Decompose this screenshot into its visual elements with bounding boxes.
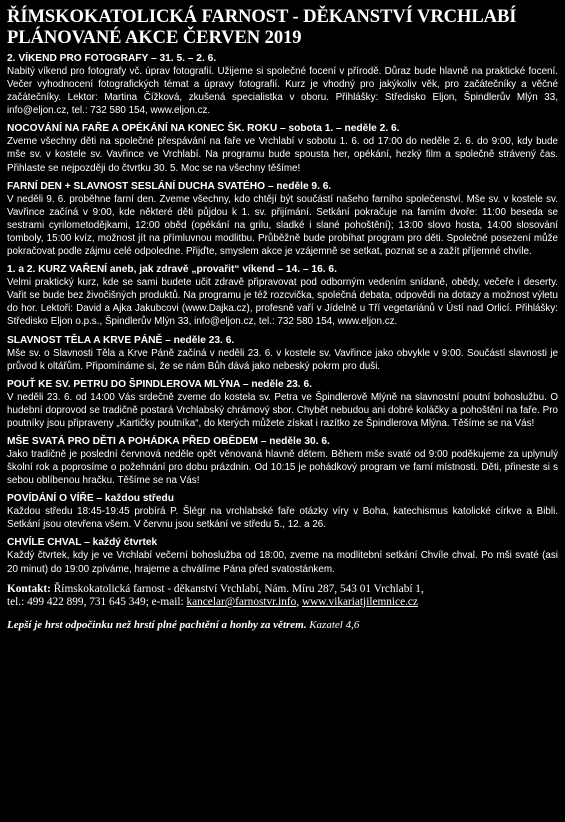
event-heading: POVÍDÁNÍ O VÍŘE – každou středu (7, 493, 174, 505)
event-section (7, 52, 558, 117)
event-text: Zveme všechny děti na společné přespávání na faře ve Vrchlabí v sobotu 1. 6. od 17:00 do neděle 2. 6. do 9:00, kdy bude mše sv. v kostele sv. Vavřince ve Vrchlabí. Na programu bude spousta her, opékání, hezký film a společně strávený čas. Přihlaste se nejpozději do čtvrtku 30. 5. Moc se na všechny těšíme! (7, 136, 558, 174)
event-section (7, 334, 558, 373)
event-text: V neděli 23. 6. od 14:00 Vás srdečně zveme do kostela sv. Petra ve Špindlerově Mlýně na slavnostní poutní bohoslužbu. O hudební doprovod se tradičně postará Vrchlabský chrámový sbor. Chybět nebudou ani dobré koláčky a pohoštění na faře. Pro poutníky jsou připraveny „Kartičky poutníka“, do kterých můžete získat i razítko ze Špindlerova Mlýna. Těšíme se na Vás! (7, 391, 558, 429)
event-section (7, 263, 558, 328)
event-heading: POUŤ KE SV. PETRU DO ŠPINDLEROVA MLÝNA – neděle 23. 6. (7, 378, 312, 390)
event-heading: MŠE SVATÁ PRO DĚTI A POHÁDKA PŘED OBĚDEM – neděle 30. 6. (7, 435, 330, 447)
contact-line-2 (7, 596, 558, 610)
event-text: Každou středu 18:45-19:45 probírá P. Šlégr na vrchlabské faře otázky víry v Boha, katechismus katolické církve a Bibli. Setkání jsou otevřena všem. V červnu jsou setkání ve středu 5., 12. a 26. (7, 506, 558, 531)
title-line-1: ŘÍMSKOKATOLICKÁ FARNOST - DĚKANSTVÍ VRCHLABÍ (7, 6, 517, 27)
event-section (7, 435, 558, 487)
event-text: V neděli 9. 6. proběhne farní den. Zveme všechny, kdo chtějí být součástí našeho farního společenství. Mše sv. v kostele sv. Vavřince začíná v 9:00, kde některé děti půjdou k 1. sv. přijímání. Setkání pokračuje na farním dvoře: 11:00 beseda se sestrami cyrilometodějkami, 12:00 oběd (opékání na grilu, sladké i slané pohoštění); 13:00 slovo hosta, 14:00 slosování tomboly, 15:00 kvíz, možnost jít na přímluvnou modlitbu. Průběžně bude probíhat program pro děti. Společné posezení může pokračovat podle zájmu celé odpoledne. Přijďte, smyslem akce je vzájemně se setkat, poznat se a zažít příjemné chvíle. (7, 193, 558, 258)
event-section (7, 122, 558, 174)
quote-reference: Kazatel 4,6 (309, 618, 360, 631)
contact-phones: tel.: 499 422 899, 731 645 349; e-mail: (7, 596, 187, 609)
event-text: Nabitý víkend pro fotografy vč. úprav fotografií. Užijeme si společné focení v přírodě. Důraz bude hlavně na praktické focení. Večer vyhodnocení fotografických témat a úpravy fotografií. Kurz je vhodný pro jakýkoliv věk, pro začátečníky a věčné začátečníky. Lektor: Martina Čížková, zkušená specialistka v oboru. Přihlášky: Středisko Eljon, Špindlerův Mlýn 33, info@eljon.cz, tel.: 732 580 154, www.eljon.cz. (7, 66, 558, 117)
contact-address: Římskokatolická farnost - děkanství Vrchlabí, Nám. Míru 287, 543 01 Vrchlabí 1, (53, 582, 424, 595)
website-link[interactable]: www.vikariatjilemnice.cz (301, 596, 418, 609)
event-heading: FARNÍ DEN + SLAVNOST SESLÁNÍ DUCHA SVATÉHO – neděle 9. 6. (7, 180, 332, 192)
event-section (7, 378, 558, 430)
bible-quote (7, 619, 558, 631)
event-section (7, 536, 558, 575)
event-heading: SLAVNOST TĚLA A KRVE PÁNĚ – neděle 23. 6. (7, 334, 235, 346)
event-heading: NOCOVÁNÍ NA FAŘE A OPÉKÁNÍ NA KONEC ŠK. ROKU – sobota 1. – neděle 2. 6. (7, 123, 400, 135)
event-section (7, 492, 558, 531)
event-text: Jako tradičně je poslední červnová neděle opět věnovaná hlavně dětem. Během mše svaté od 9:00 poděkujeme za uplynulý školní rok a poprosíme o požehnání pro dobu prázdnin. Od 10:15 je pohádkový program ve farní místnosti. Děti, přineste si s sebou oblíbenou hračku. Těšíme se na Vás! (7, 448, 558, 487)
event-heading: CHVÍLE CHVAL – každý čtvrtek (7, 537, 158, 549)
event-text: Každý čtvrtek, kdy je ve Vrchlabí večerní bohoslužba od 18:00, zveme na modlitební setkání Chvíle chval. Po mši svaté (asi 20 minut) do 19:00 zpíváme, hrajeme a chválíme Pána před svatostánkem. (7, 550, 558, 575)
page-title (7, 6, 558, 48)
event-text: Velmi praktický kurz, kde se sami budete učit zdravě připravovat pod odborným vedením snídaně, obědy, večeře i deserty. Vařit se bude bez živočišných produktů. Na programu je též rozcvička, společná debata, odpovědi na dotazy a možnost výletu do hor. Lektoři: David a Ajka Jakubcovi (www.Dajka.cz), profesně vaří v Jídelně u Tří vegetariánů v Ústí nad Orlicí. Přihlášky: Středisko Eljon o.p.s., Špindlerův Mlýn 33, info@eljon.cz, tel.: 732 580 154, www.eljon.cz. (7, 277, 558, 328)
contact-separator: , (296, 596, 302, 609)
event-heading: 2. VÍKEND PRO FOTOGRAFY – 31. 5. – 2. 6. (7, 53, 217, 64)
email-link[interactable]: kancelar@farnostvr.info (186, 596, 297, 609)
contact-label: Kontakt: (7, 582, 51, 595)
contact-line-1 (7, 583, 558, 597)
quote-text: Lepší je hrst odpočinku než hrstí plné pachtění a honby za větrem. (7, 618, 307, 631)
event-heading: 1. a 2. KURZ VAŘENÍ aneb, jak zdravě „provařit“ víkend – 14. – 16. 6. (7, 264, 337, 276)
event-section (7, 180, 558, 258)
contact-block (7, 583, 558, 610)
title-line-2: PLÁNOVANÉ AKCE ČERVEN 2019 (7, 27, 302, 48)
event-text: Mše sv. o Slavnosti Těla a Krve Páně začíná v neděli 23. 6. v kostele sv. Vavřince jako obvykle v 9:00. Součástí slavnosti je průvod k oltářům. Připomínáme si, že se nám Bůh dává jako nebeský pokrm pro duši. (7, 347, 558, 372)
